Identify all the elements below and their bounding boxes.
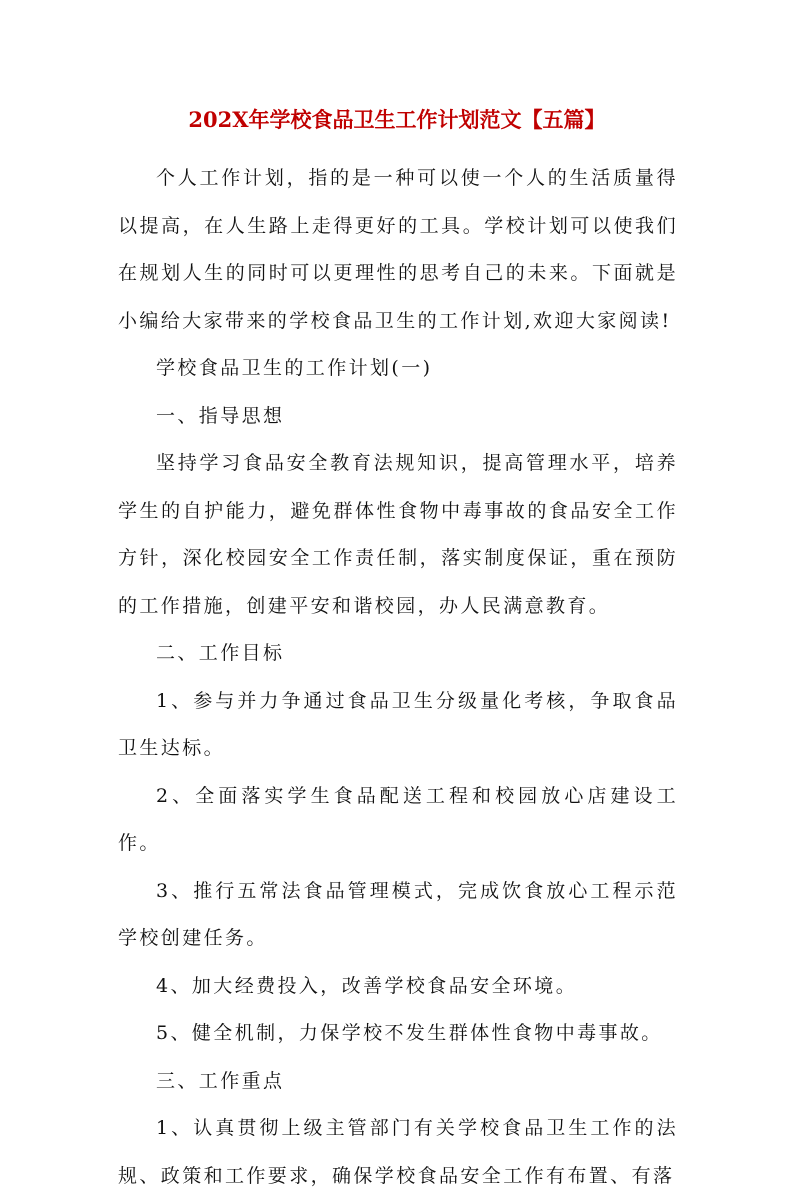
list-item-goal-5: 5、健全机制，力保学校不发生群体性食物中毒事故。 (156, 1022, 663, 1044)
paragraph-guiding-ideology: 坚持学习食品安全教育法规知识，提高管理水平，培养学生的自护能力，避免群体性食物中毒事故的食品安全工作方针，深化校园安全工作责任制，落实制度保证，重在预防的工作措施，创建平安和谐校园，办人民满意教育。 (118, 452, 678, 617)
list-item-focus-1: 1、认真贯彻上级主管部门有关学校食品卫生工作的法规、政策和工作要求，确保学校食品安全工作有布置、有落 (118, 1117, 678, 1187)
document-title: 202X年学校食品卫生工作计划范文【五篇】 (188, 107, 606, 132)
section-heading-work-goals: 二、工作目标 (156, 642, 285, 664)
section-heading-plan-1: 学校食品卫生的工作计划(一) (156, 357, 433, 379)
list-item-goal-4: 4、加大经费投入，改善学校食品安全环境。 (156, 974, 578, 997)
list-item-goal-3: 3、推行五常法食品管理模式，完成饮食放心工程示范学校创建任务。 (118, 879, 678, 949)
list-item-goal-2: 2、全面落实学生食品配送工程和校园放心店建设工作。 (118, 784, 678, 854)
document-body (118, 155, 678, 1200)
section-heading-work-focus: 三、工作重点 (156, 1069, 285, 1092)
section-heading-guiding-ideology: 一、指导思想 (156, 404, 285, 427)
paragraph-intro: 个人工作计划，指的是一种可以使一个人的生活质量得以提高，在人生路上走得更好的工具。学校计划可以使我们在规划人生的同时可以更理性的思考自己的未来。下面就是小编给大家带来的学校食品卫生的工作计划,欢迎大家阅读! (118, 167, 678, 332)
list-item-goal-1: 1、参与并力争通过食品卫生分级量化考核，争取食品卫生达标。 (118, 689, 678, 759)
